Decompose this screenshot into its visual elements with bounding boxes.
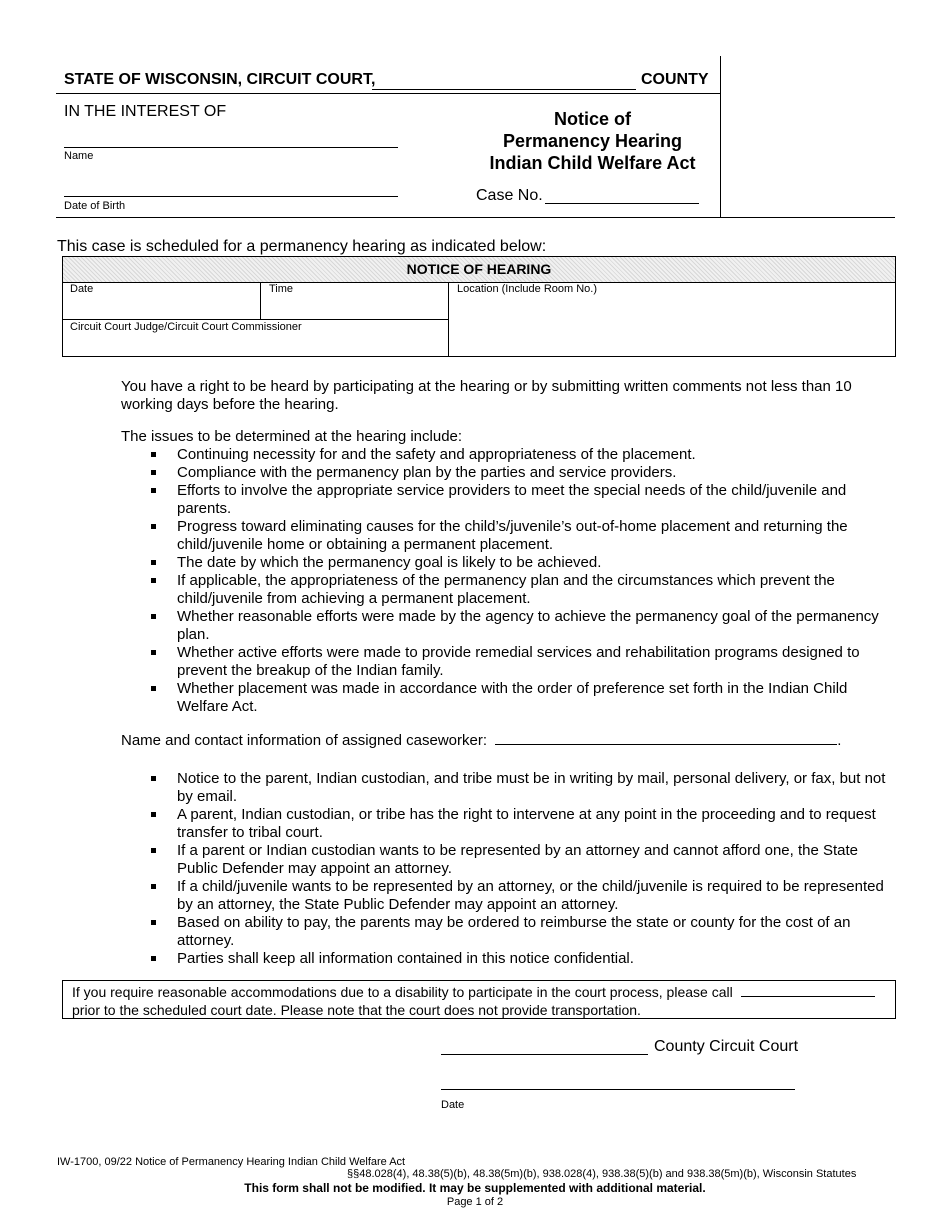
form-title [470,108,715,174]
list-item: Based on ability to pay, the parents may be ordered to reimburse the state or county for the cost of an attorney. [121,914,891,950]
list-item: A parent, Indian custodian, or tribe has the right to intervene at any point in the proceeding and to request transfer to tribal court. [121,806,891,842]
list-item: Continuing necessity for and the safety and appropriateness of the placement. [121,446,891,464]
location-cell[interactable]: Location (Include Room No.) [457,283,598,295]
rights-text: You have a right to be heard by participating at the hearing or by submitting written comments not less than 10 working days before the hearing. [121,378,852,413]
accommodations-text-1: If you require reasonable accommodations due to a disability to participate in the court process, please call [72,984,733,1000]
name-label: Name [64,150,94,162]
accommodations-line-1 [72,983,886,1001]
list-item: If a parent or Indian custodian wants to be represented by an attorney and cannot afford one, the State Public Defender may appoint an attorney. [121,842,891,878]
signature-date-field[interactable] [441,1089,795,1090]
caseworker-label: Name and contact information of assigned caseworker: [121,732,488,749]
notices-list [121,770,891,968]
title-line-2: Permanency Hearing [502,131,683,151]
caption-top-divider [56,93,720,94]
list-item: The date by which the permanency goal is likely to be achieved. [121,554,891,572]
list-item: If a child/juvenile wants to be represented by an attorney, or the child/juvenile is required to be represented by an attorney, the State Public Defender may appoint an attorney. [121,878,891,914]
notice-of-hearing-heading: NOTICE OF HEARING [63,257,895,283]
modification-notice: This form shall not be modified. It may be supplemented with additional material. [244,1181,706,1195]
list-item: If applicable, the appropriateness of the permanency plan and the circumstances which prevent the child/juvenile from achieving a permanent placement. [121,572,891,608]
statutes: §§48.028(4), 48.38(5)(b), 48.38(5m)(b), 938.028(4), 938.38(5)(b) and 938.38(5m)(b), Wisconsin Statutes [347,1168,857,1180]
judge-cell[interactable]: Circuit Court Judge/Circuit Court Commissioner [70,321,302,333]
page-number: Page 1 of 2 [446,1196,504,1208]
county-label: COUNTY [641,71,709,88]
form-id: IW-1700, 09/22 Notice of Permanency Hearing Indian Child Welfare Act [57,1156,406,1168]
table-divider-horizontal [63,319,449,320]
dob-field[interactable] [64,196,398,197]
table-divider-vertical-1 [260,282,261,320]
county-court-label: County Circuit Court [654,1038,799,1055]
court-prefix: STATE OF WISCONSIN, CIRCUIT COURT, [64,71,376,88]
title-line-1: Notice of [553,109,631,129]
caseworker-row [121,730,891,750]
issues-list [121,446,891,716]
caseworker-field[interactable] [495,730,837,745]
list-item: Whether placement was made in accordance with the order of preference set forth in the Indian Child Welfare Act. [121,680,891,716]
list-item: Compliance with the permanency plan by the parties and service providers. [121,464,891,482]
date-cell[interactable]: Date [70,283,94,295]
accommodations-line-2: prior to the scheduled court date. Please note that the court does not provide transportation. [72,1002,641,1018]
time-cell[interactable]: Time [269,283,294,295]
intro-text: This case is scheduled for a permanency hearing as indicated below: [57,238,547,255]
list-item: Progress toward eliminating causes for the child’s/juvenile’s out-of-home placement and returning the child/juvenile home or obtaining a permanent placement. [121,518,891,554]
title-line-3: Indian Child Welfare Act [489,153,696,173]
signature-date-label: Date [441,1099,465,1111]
list-item: Whether reasonable efforts were made by the agency to achieve the permanency goal of the permanency plan. [121,608,891,644]
issues-intro: The issues to be determined at the hearing include: [121,428,463,445]
list-item: Notice to the parent, Indian custodian, and tribe must be in writing by mail, personal delivery, or fax, but not by email. [121,770,891,806]
caption-right-border [720,56,721,218]
caseworker-period: . [837,732,842,749]
case-no-field[interactable] [545,203,699,204]
county-name-field[interactable] [372,89,636,90]
main-body [121,378,891,968]
list-item: Parties shall keep all information contained in this notice confidential. [121,950,891,968]
in-the-interest-of: IN THE INTEREST OF [64,103,227,120]
case-no-label: Case No. [476,187,543,204]
dob-label: Date of Birth [64,200,126,212]
accommodations-box [62,980,896,1019]
county-court-field[interactable] [441,1054,648,1055]
caption-bottom-divider [56,217,895,218]
name-field[interactable] [64,147,398,148]
list-item: Efforts to involve the appropriate service providers to meet the special needs of the child/juvenile and parents. [121,482,891,518]
list-item: Whether active efforts were made to provide remedial services and rehabilitation programs designed to prevent the breakup of the Indian family. [121,644,891,680]
notice-of-hearing-table [62,256,896,357]
phone-field[interactable] [741,984,875,997]
